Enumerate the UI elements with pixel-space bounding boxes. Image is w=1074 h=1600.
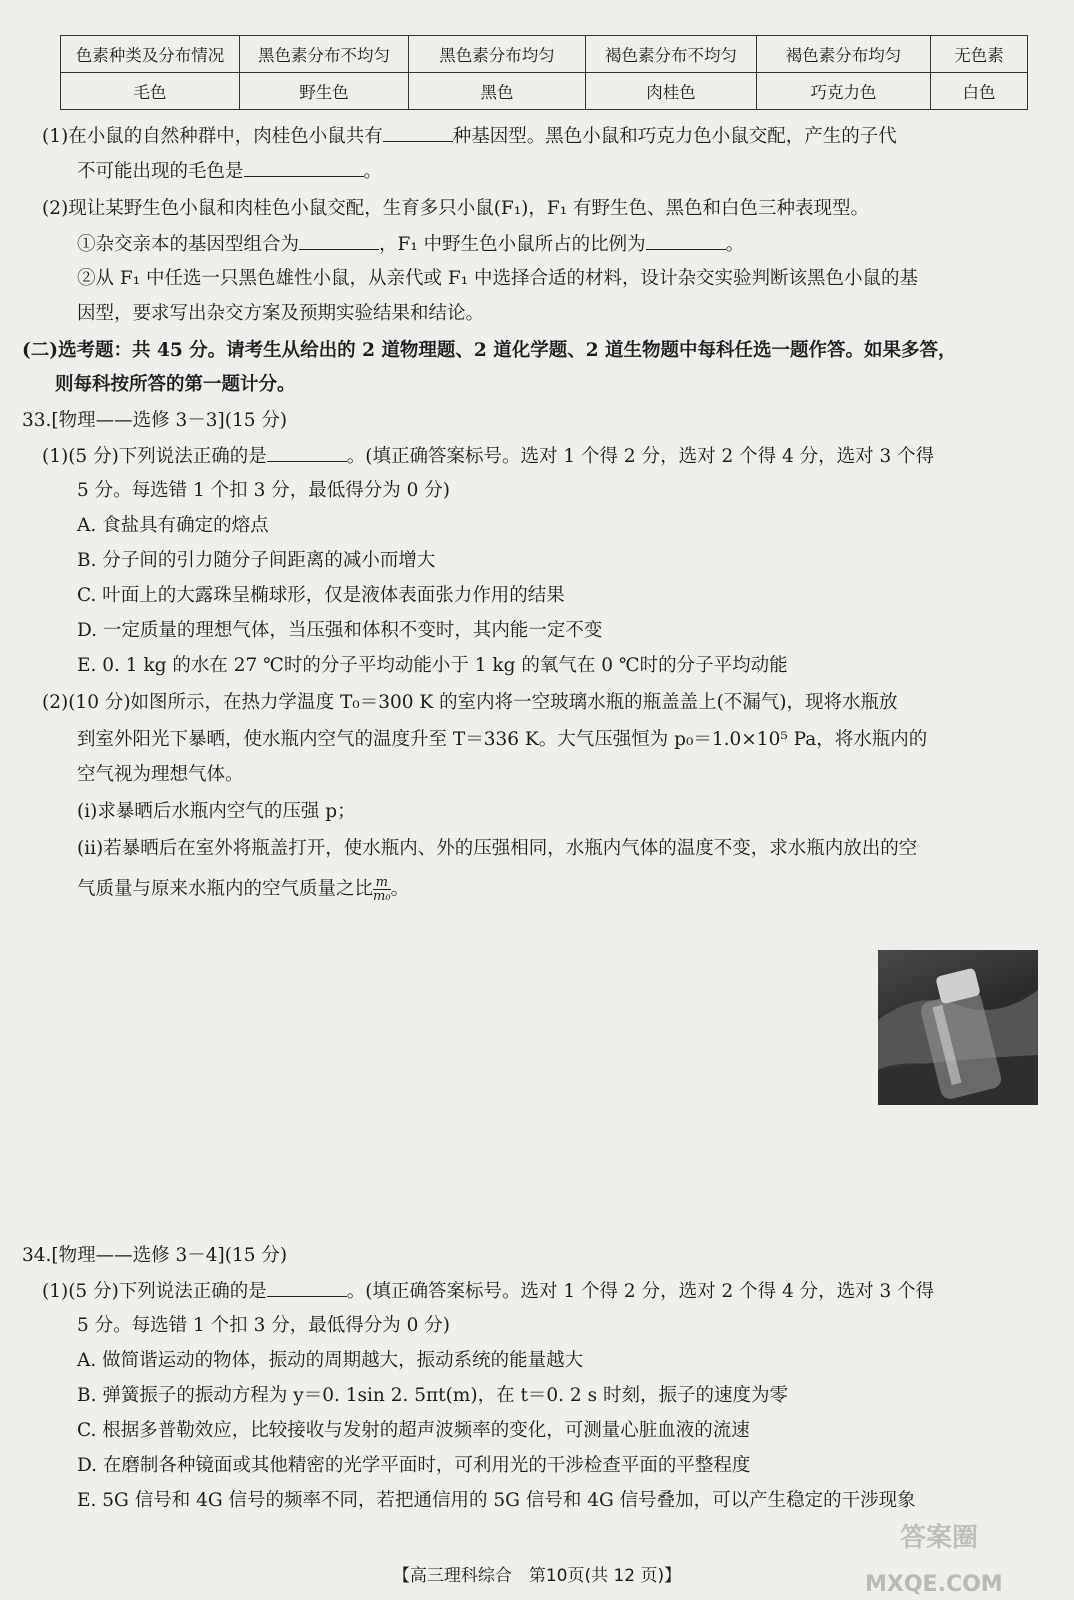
table-cell: 褐色素分布不均匀 <box>586 36 757 73</box>
question-line <box>42 1278 934 1305</box>
watermark-logo: 答案圈 <box>900 1523 979 1553</box>
question-text: 。(填正确答案标号。选对 1 个得 2 分，选对 2 个得 4 分，选对 3 个得 <box>346 446 935 467</box>
option-d: D. 在磨制各种镜面或其他精密的光学平面时，可利用光的干涉检查平面的平整程度 <box>77 1455 751 1476</box>
question-line: (ⅱ)若暴晒后在室外将瓶盖打开，使水瓶内、外的压强相同，水瓶内气体的温度不变，求水瓶内放出的空 <box>77 838 918 859</box>
option-e: E. 0. 1 kg 的水在 27 ℃时的分子平均动能小于 1 kg 的氧气在 0 ℃时的分子平均动能 <box>77 655 788 676</box>
water-bottle-photo <box>878 950 1038 1105</box>
question-line <box>42 443 934 470</box>
pigment-table <box>60 35 1028 110</box>
table-cell: 无色素 <box>931 36 1028 73</box>
question-text: 不可能出现的毛色是 <box>77 161 244 182</box>
fraction-numerator: m <box>373 876 391 890</box>
option-c: C. 根据多普勒效应，比较接收与发射的超声波频率的变化，可测量心脏血液的流速 <box>77 1420 750 1441</box>
question-text: ，F₁ 中野生色小鼠所占的比例为 <box>379 234 646 255</box>
table-cell: 野生色 <box>240 73 409 110</box>
question-line: 5 分。每选错 1 个扣 3 分，最低得分为 0 分) <box>77 1315 450 1336</box>
question-line: (2)现让某野生色小鼠和肉桂色小鼠交配，生育多只小鼠(F₁)，F₁ 有野生色、黑色和白色三种表现型。 <box>42 198 870 219</box>
question-text: (1)(5 分)下列说法正确的是 <box>42 1281 267 1302</box>
question-line: 到室外阳光下暴晒，使水瓶内空气的温度升至 T＝336 K。大气压强恒为 p₀＝1.0×10⁵ Pa，将水瓶内的 <box>77 729 928 750</box>
section-heading: (二)选考题：共 45 分。请考生从给出的 2 道物理题、2 道化学题、2 道生物题中每科任选一题作答。如果多答， <box>22 340 957 361</box>
question-text: (1)(5 分)下列说法正确的是 <box>42 446 267 467</box>
question-line: 空气视为理想气体。 <box>77 764 244 785</box>
option-a: A. 食盐具有确定的熔点 <box>77 515 269 536</box>
answer-blank <box>383 123 453 142</box>
question-text: 气质量与原来水瓶内的空气质量之比 <box>77 878 374 900</box>
table-cell: 褐色素分布均匀 <box>757 36 931 73</box>
question-heading: 33.[物理——选修 3－3](15 分) <box>22 410 288 431</box>
question-line: ②从 F₁ 中任选一只黑色雄性小鼠，从亲代或 F₁ 中选择合适的材料，设计杂交实验判断该黑色小鼠的基 <box>77 268 919 289</box>
question-line: 5 分。每选错 1 个扣 3 分，最低得分为 0 分) <box>77 480 450 501</box>
option-d: D. 一定质量的理想气体，当压强和体积不变时，其内能一定不变 <box>77 620 603 641</box>
answer-blank <box>299 231 379 250</box>
answer-blank <box>267 1278 347 1297</box>
option-a: A. 做简谐运动的物体，振动的周期越大，振动系统的能量越大 <box>77 1350 584 1371</box>
page-footer: 【高三理科综合 第10页(共 12 页)】 <box>392 1566 682 1586</box>
water-bottle-illustration <box>878 950 1038 1105</box>
question-heading: 34.[物理——选修 3－4](15 分) <box>22 1245 288 1266</box>
answer-blank <box>646 231 726 250</box>
question-text: (1)在小鼠的自然种群中，肉桂色小鼠共有 <box>42 126 383 147</box>
option-b: B. 分子间的引力随分子间距离的减小而增大 <box>77 550 436 571</box>
question-line: 因型，要求写出杂交方案及预期实验结果和结论。 <box>77 303 485 324</box>
question-text: 种基因型。黑色小鼠和巧克力色小鼠交配，产生的子代 <box>452 126 897 147</box>
question-line <box>77 158 382 185</box>
table-header-row <box>61 36 1028 73</box>
question-line: (2)(10 分)如图所示，在热力学温度 T₀＝300 K 的室内将一空玻璃水瓶的瓶盖盖上(不漏气)，现将水瓶放 <box>42 692 898 713</box>
table-cell: 黑色 <box>409 73 586 110</box>
answer-blank <box>267 443 347 462</box>
table-cell: 白色 <box>931 73 1028 110</box>
question-text: 。 <box>363 161 383 182</box>
answer-blank <box>244 158 364 177</box>
fraction-denominator: m₀ <box>373 889 391 904</box>
option-b: B. 弹簧振子的振动方程为 y＝0. 1sin 2. 5πt(m)，在 t＝0. 2 s 时刻，振子的速度为零 <box>77 1385 788 1406</box>
watermark-url: MXQE.COM <box>865 1572 1003 1597</box>
question-line <box>77 876 409 903</box>
table-cell: 巧克力色 <box>757 73 931 110</box>
question-text: 。(填正确答案标号。选对 1 个得 2 分，选对 2 个得 4 分，选对 3 个得 <box>346 1281 935 1302</box>
mass-ratio-fraction <box>373 876 391 903</box>
question-line <box>77 231 744 258</box>
question-text: 。 <box>725 234 745 255</box>
table-cell: 黑色素分布不均匀 <box>240 36 409 73</box>
table-cell: 黑色素分布均匀 <box>409 36 586 73</box>
question-line <box>42 123 897 150</box>
option-e: E. 5G 信号和 4G 信号的频率不同，若把通信用的 5G 信号和 4G 信号叠加，可以产生稳定的干涉现象 <box>77 1490 916 1511</box>
table-cell: 毛色 <box>61 73 240 110</box>
option-c: C. 叶面上的大露珠呈椭球形，仅是液体表面张力作用的结果 <box>77 585 565 606</box>
question-line: (ⅰ)求暴晒后水瓶内空气的压强 p； <box>77 801 356 822</box>
section-heading: 则每科按所答的第一题计分。 <box>55 374 296 395</box>
table-cell: 色素种类及分布情况 <box>61 36 240 73</box>
question-text: ①杂交亲本的基因型组合为 <box>77 234 300 255</box>
table-row <box>61 73 1028 110</box>
question-text: 。 <box>390 878 410 900</box>
table-cell: 肉桂色 <box>586 73 757 110</box>
